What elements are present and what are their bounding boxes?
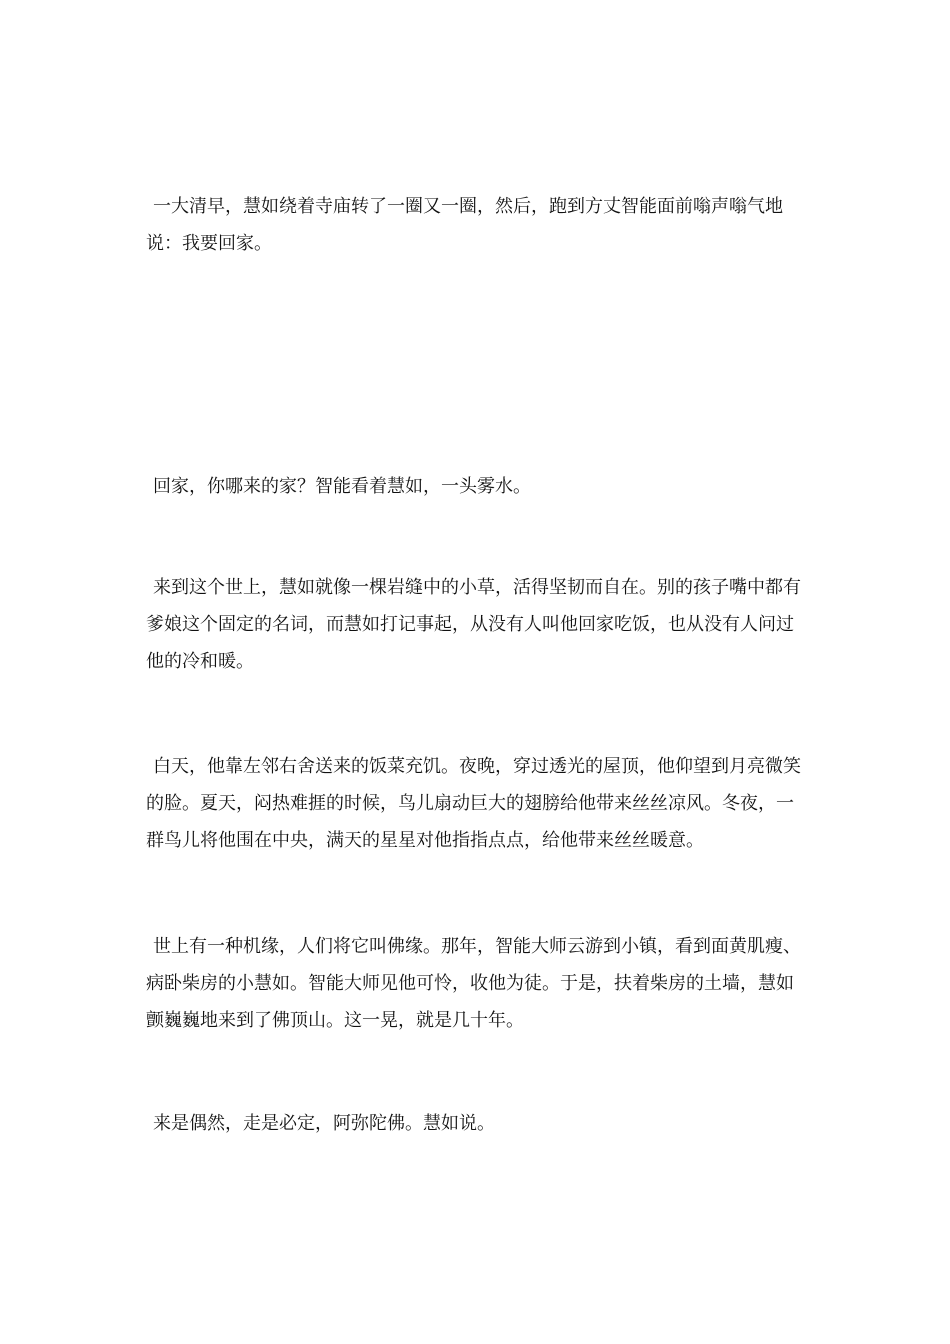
paragraph: 来是偶然，走是必定，阿弥陀佛。慧如说。 [153,1113,495,1134]
paragraph: 白天，他靠左邻右舍送来的饭菜充饥。夜晚，穿过透光的屋顶，他仰望到月亮微笑的脸。夏天，闷热难捱的时候，鸟儿扇动巨大的翅膀给他带来丝丝凉风。冬夜，一群鸟儿将他围在中央，满天的星星对他指指点点，给他带来丝丝暖意。 [146,756,801,851]
paragraph: 回家，你哪来的家？智能看着慧如，一头雾水。 [153,476,531,497]
paragraph: 一大清早，慧如绕着寺庙转了一圈又一圈，然后，跑到方丈智能面前嗡声嗡气地说：我要回家。 [146,196,783,254]
paragraph: 世上有一种机缘，人们将它叫佛缘。那年，智能大师云游到小镇，看到面黄肌瘦、病卧柴房的小慧如。智能大师见他可怜，收他为徒。于是，扶着柴房的土墙，慧如颤巍巍地来到了佛顶山。这一晃，就是几十年。 [146,936,801,1031]
paragraph: 来到这个世上，慧如就像一棵岩缝中的小草，活得坚韧而自在。别的孩子嘴中都有爹娘这个固定的名词，而慧如打记事起，从没有人叫他回家吃饭，也从没有人问过他的冷和暖。 [146,577,801,672]
